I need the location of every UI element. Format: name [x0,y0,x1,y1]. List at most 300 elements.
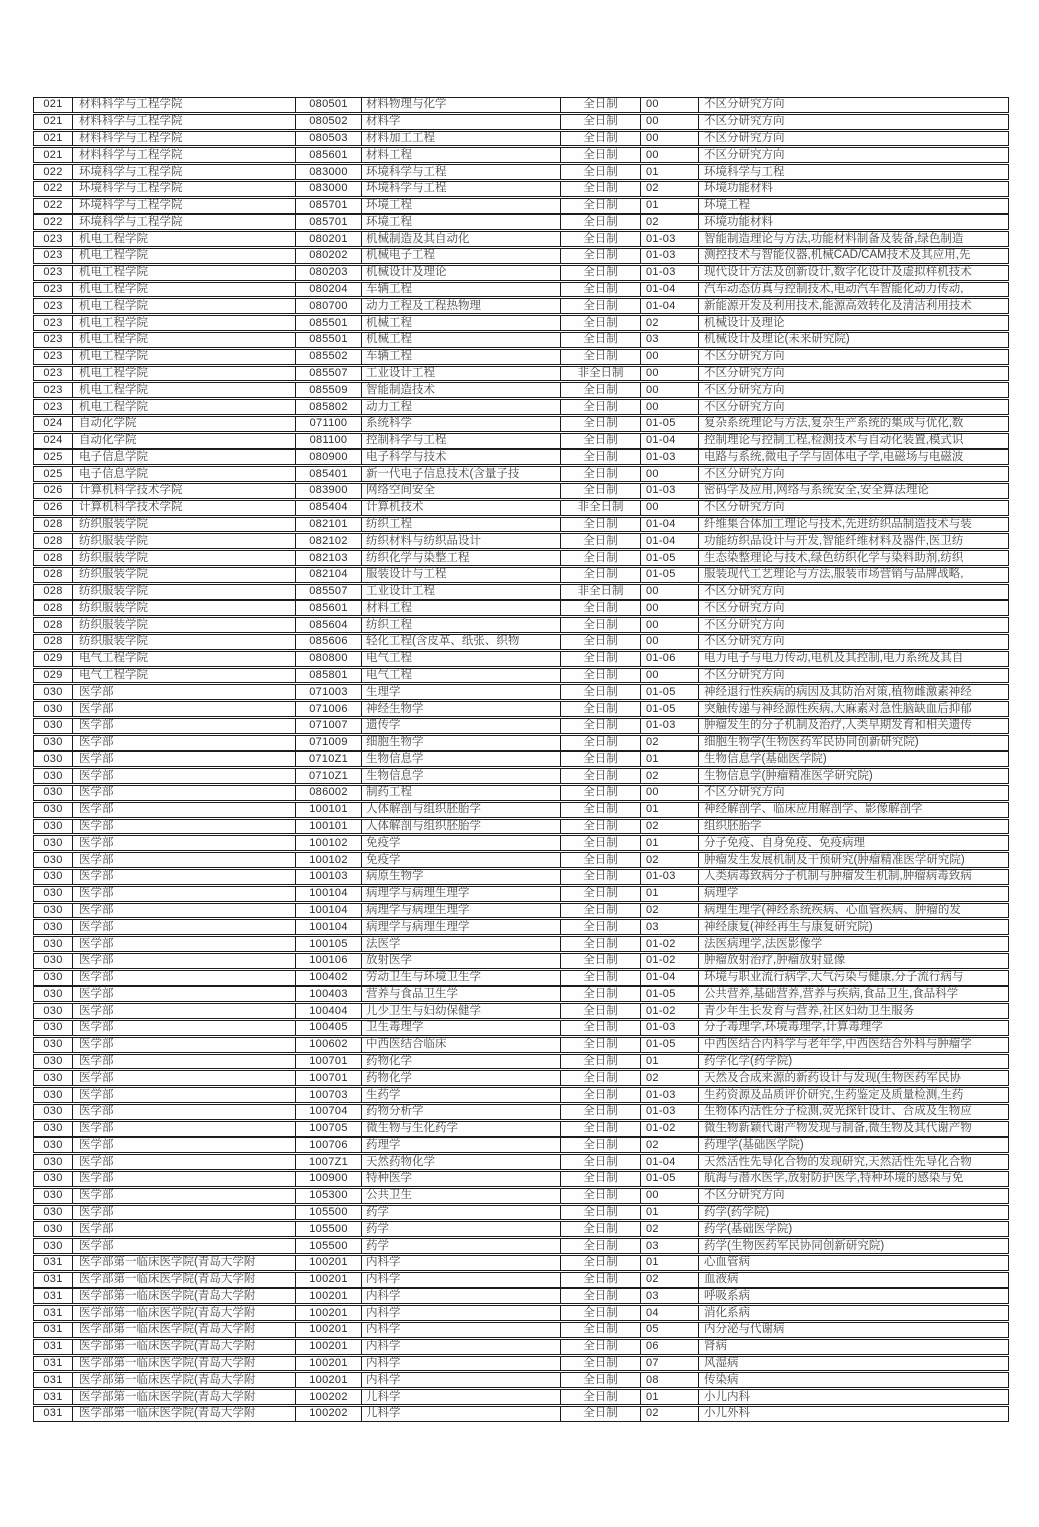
cell-research-direction: 复杂系统理论与方法,复杂生产系统的集成与优化,数 [704,417,964,430]
cell-major-code: 100201 [296,1357,362,1371]
cell-research-direction: 神经康复(神经再生与康复研究院) [704,920,873,933]
cell-research-direction: 环境科学与工程 [704,165,785,178]
cell-direction-code: 00 [641,467,699,481]
cell-research-direction: 血液病 [704,1273,739,1286]
table-row [33,1137,1009,1153]
table-row [33,903,1009,919]
cell-research-direction: 纤维集合体加工理论与技术,先进纺织品制造技术与装 [704,517,972,530]
cell-major-code: 085401 [296,467,362,481]
cell-direction-code: 00 [641,618,699,632]
cell-direction-code: 01 [641,1055,699,1069]
cell-direction-code: 03 [641,1239,699,1253]
cell-major-code: 080800 [296,652,362,666]
cell-major-code: 100104 [296,887,362,901]
cell-major-name: 药理学 [362,1138,561,1152]
table-row [33,600,1009,616]
cell-major-name: 工业设计工程 [362,585,561,599]
cell-college-name: 医学部 [73,870,296,884]
table-row [33,1339,1009,1355]
cell-direction-code: 01 [641,1206,699,1220]
cell-major-name: 纺织工程 [362,518,561,532]
cell-major-name: 网络空间安全 [362,484,561,498]
cell-college-name: 医学部 [73,820,296,834]
cell-study-mode: 全日制 [561,853,641,867]
cell-college-name: 材料科学与工程学院 [73,148,296,162]
cell-major-code: 085502 [296,350,362,364]
cell-major-code: 085507 [296,367,362,381]
cell-college-code: 031 [34,1306,73,1320]
cell-major-code: 080201 [296,232,362,246]
cell-major-code: 071009 [296,736,362,750]
cell-college-code: 030 [34,736,73,750]
cell-direction-code: 00 [641,786,699,800]
cell-study-mode: 全日制 [561,1289,641,1303]
cell-research-direction: 电路与系统,微电子学与固体电子学,电磁场与电磁波 [704,450,964,463]
cell-study-mode: 全日制 [561,534,641,548]
cell-college-name: 医学部第一临床医学院(青岛大学附 [73,1407,296,1421]
cell-major-code: 100101 [296,803,362,817]
cell-direction-code: 00 [641,669,699,683]
cell-major-code: 083900 [296,484,362,498]
cell-research-direction: 公共营养,基础营养,营养与疾病,食品卫生,食品科学 [704,987,959,1000]
cell-college-name: 机电工程学院 [73,316,296,330]
cell-major-name: 机械电子工程 [362,249,561,263]
cell-major-name: 车辆工程 [362,350,561,364]
cell-study-mode: 全日制 [561,450,641,464]
table-row [33,181,1009,197]
table-row [33,852,1009,868]
cell-study-mode: 全日制 [561,383,641,397]
cell-research-direction: 不区分研究方向 [704,400,785,413]
cell-major-name: 内科学 [362,1273,561,1287]
cell-college-code: 022 [34,199,73,213]
table-row [33,265,1009,281]
cell-college-code: 023 [34,350,73,364]
cell-research-direction: 药学(生物医药军民协同创新研究院) [704,1239,885,1252]
cell-major-code: 085701 [296,215,362,229]
cell-college-name: 医学部 [73,752,296,766]
table-row [33,617,1009,633]
cell-study-mode: 全日制 [561,333,641,347]
cell-research-direction: 不区分研究方向 [704,366,785,379]
cell-major-code: 100201 [296,1289,362,1303]
cell-study-mode: 全日制 [561,887,641,901]
cell-direction-code: 01-04 [641,283,699,297]
cell-college-name: 医学部 [73,1088,296,1102]
cell-research-direction: 机械设计及理论(未来研究院) [704,333,850,346]
cell-college-code: 028 [34,635,73,649]
cell-direction-code: 03 [641,1289,699,1303]
cell-direction-code: 01-05 [641,685,699,699]
cell-research-direction: 不区分研究方向 [704,350,785,363]
table-row [33,433,1009,449]
cell-study-mode: 全日制 [561,954,641,968]
cell-college-code: 030 [34,702,73,716]
cell-college-code: 022 [34,215,73,229]
cell-study-mode: 全日制 [561,249,641,263]
cell-major-name: 药物化学 [362,1071,561,1085]
cell-direction-code: 01-02 [641,937,699,951]
cell-college-name: 医学部 [73,1138,296,1152]
cell-college-name: 纺织服装学院 [73,635,296,649]
cell-college-code: 030 [34,904,73,918]
cell-major-code: 100104 [296,904,362,918]
table-row [33,735,1009,751]
cell-major-name: 人体解剖与组织胚胎学 [362,820,561,834]
cell-research-direction: 微生物新颖代谢产物发现与制备,微生物及其代谢产物 [704,1122,972,1135]
cell-direction-code: 01 [641,836,699,850]
cell-college-name: 环境科学与工程学院 [73,182,296,196]
cell-direction-code: 01-02 [641,954,699,968]
cell-direction-code: 00 [641,501,699,515]
cell-major-name: 内科学 [362,1357,561,1371]
cell-research-direction: 不区分研究方向 [704,132,785,144]
cell-major-code: 071100 [296,417,362,431]
cell-research-direction: 不区分研究方向 [704,585,785,598]
cell-college-name: 材料科学与工程学院 [73,132,296,146]
cell-major-name: 内科学 [362,1340,561,1354]
cell-college-code: 030 [34,1239,73,1253]
cell-direction-code: 01-03 [641,450,699,464]
cell-college-name: 医学部第一临床医学院(青岛大学附 [73,1323,296,1337]
table-row [33,869,1009,885]
cell-college-name: 电气工程学院 [73,669,296,683]
cell-major-name: 药学 [362,1239,561,1253]
cell-research-direction: 不区分研究方向 [704,383,785,396]
cell-study-mode: 全日制 [561,1004,641,1018]
cell-college-code: 023 [34,400,73,414]
cell-college-code: 023 [34,249,73,263]
table-row [33,634,1009,650]
cell-major-name: 机械工程 [362,316,561,330]
cell-direction-code: 00 [641,383,699,397]
cell-major-code: 071003 [296,685,362,699]
cell-college-code: 030 [34,685,73,699]
cell-college-name: 医学部 [73,803,296,817]
cell-study-mode: 全日制 [561,484,641,498]
cell-college-code: 030 [34,1071,73,1085]
cell-direction-code: 00 [641,148,699,162]
table-row [33,1372,1009,1388]
cell-research-direction: 电力电子与电力传动,电机及其控制,电力系统及其自 [704,652,964,665]
cell-college-code: 030 [34,1105,73,1119]
cell-college-code: 030 [34,786,73,800]
cell-research-direction: 小儿外科 [704,1407,750,1420]
cell-college-name: 医学部 [73,1071,296,1085]
table-row [33,131,1009,147]
cell-major-code: 100106 [296,954,362,968]
cell-major-code: 080204 [296,283,362,297]
cell-college-name: 医学部 [73,1206,296,1220]
cell-study-mode: 全日制 [561,1105,641,1119]
cell-major-code: 100101 [296,820,362,834]
table-row [33,1305,1009,1321]
cell-college-code: 031 [34,1390,73,1404]
cell-college-code: 028 [34,551,73,565]
cell-major-code: 085701 [296,199,362,213]
cell-study-mode: 全日制 [561,702,641,716]
cell-college-code: 030 [34,1206,73,1220]
cell-college-name: 纺织服装学院 [73,601,296,615]
cell-study-mode: 全日制 [561,283,641,297]
cell-direction-code: 01-03 [641,719,699,733]
cell-study-mode: 全日制 [561,1357,641,1371]
table-row [33,231,1009,247]
cell-direction-code: 01 [641,803,699,817]
cell-research-direction: 不区分研究方向 [704,786,785,799]
cell-major-code: 085604 [296,618,362,632]
cell-research-direction: 不区分研究方向 [704,618,785,631]
cell-direction-code: 01-02 [641,1122,699,1136]
cell-major-code: 085501 [296,333,362,347]
cell-major-code: 100405 [296,1021,362,1035]
table-row [33,953,1009,969]
cell-major-name: 环境工程 [362,215,561,229]
cell-college-name: 纺织服装学院 [73,518,296,532]
cell-study-mode: 全日制 [561,1373,641,1387]
cell-direction-code: 02 [641,316,699,330]
cell-college-name: 医学部 [73,904,296,918]
cell-research-direction: 法医病理学,法医影像学 [704,937,823,950]
cell-major-code: 100102 [296,853,362,867]
cell-college-name: 纺织服装学院 [73,618,296,632]
cell-direction-code: 01 [641,887,699,901]
cell-research-direction: 药理学(基础医学院) [704,1138,804,1151]
cell-study-mode: 全日制 [561,1071,641,1085]
cell-college-code: 031 [34,1340,73,1354]
cell-research-direction: 环境与职业流行病学,大气污染与健康,分子流行病与 [704,971,964,984]
cell-direction-code: 02 [641,904,699,918]
cell-major-code: 082103 [296,551,362,565]
cell-college-code: 030 [34,971,73,985]
cell-major-name: 病理学与病理生理学 [362,887,561,901]
table-row [33,1389,1009,1405]
cell-research-direction: 不区分研究方向 [704,148,785,161]
cell-major-code: 100402 [296,971,362,985]
cell-major-name: 细胞生物学 [362,736,561,750]
cell-direction-code: 01-03 [641,249,699,263]
cell-college-code: 024 [34,434,73,448]
cell-research-direction: 呼吸系病 [704,1289,750,1302]
cell-research-direction: 药学(药学院) [704,1206,770,1218]
cell-direction-code: 00 [641,98,699,112]
table-row [33,500,1009,516]
cell-direction-code: 02 [641,1273,699,1287]
cell-major-code: 100202 [296,1390,362,1404]
cell-research-direction: 控制理论与控制工程,检测技术与自动化装置,模式识 [704,434,964,447]
table-row [33,1121,1009,1137]
cell-major-name: 新一代电子信息技术(含量子技 [362,467,561,481]
cell-study-mode: 全日制 [561,1306,641,1320]
cell-study-mode: 全日制 [561,350,641,364]
cell-college-name: 机电工程学院 [73,367,296,381]
cell-study-mode: 全日制 [561,719,641,733]
cell-study-mode: 全日制 [561,148,641,162]
cell-college-code: 022 [34,182,73,196]
cell-college-code: 030 [34,752,73,766]
cell-college-name: 机电工程学院 [73,266,296,280]
cell-major-code: 1007Z1 [296,1155,362,1169]
cell-study-mode: 全日制 [561,182,641,196]
cell-research-direction: 不区分研究方向 [704,98,785,111]
cell-college-code: 030 [34,853,73,867]
cell-direction-code: 00 [641,132,699,146]
cell-college-code: 022 [34,165,73,179]
cell-college-name: 环境科学与工程学院 [73,199,296,213]
cell-direction-code: 01 [641,1390,699,1404]
cell-major-name: 药学 [362,1206,561,1220]
cell-major-code: 083000 [296,165,362,179]
cell-study-mode: 全日制 [561,601,641,615]
cell-study-mode: 全日制 [561,769,641,783]
cell-college-name: 医学部 [73,920,296,934]
table-row [33,936,1009,952]
cell-college-code: 028 [34,601,73,615]
cell-major-name: 材料加工工程 [362,132,561,146]
cell-study-mode: 全日制 [561,467,641,481]
cell-major-code: 081100 [296,434,362,448]
cell-study-mode: 全日制 [561,1155,641,1169]
cell-study-mode: 全日制 [561,400,641,414]
cell-direction-code: 00 [641,585,699,599]
cell-study-mode: 全日制 [561,1239,641,1253]
cell-major-code: 100201 [296,1306,362,1320]
cell-direction-code: 01-05 [641,1172,699,1186]
cell-major-name: 病原生物学 [362,870,561,884]
cell-study-mode: 全日制 [561,1206,641,1220]
cell-major-code: 082102 [296,534,362,548]
cell-research-direction: 生物信息学(肿瘤精准医学研究院) [704,769,873,782]
cell-research-direction: 传染病 [704,1373,739,1386]
cell-college-name: 医学部 [73,769,296,783]
cell-major-code: 100201 [296,1340,362,1354]
cell-major-code: 083000 [296,182,362,196]
cell-major-name: 机械设计及理论 [362,266,561,280]
cell-research-direction: 功能纺织品设计与开发,智能纤维材料及器件,医卫纺 [704,534,964,547]
cell-major-name: 环境科学与工程 [362,165,561,179]
cell-college-name: 医学部第一临床医学院(青岛大学附 [73,1390,296,1404]
cell-major-name: 放射医学 [362,954,561,968]
cell-college-code: 030 [34,1172,73,1186]
cell-study-mode: 全日制 [561,1122,641,1136]
table-row [33,1188,1009,1204]
cell-study-mode: 全日制 [561,1172,641,1186]
cell-research-direction: 消化系病 [704,1306,750,1319]
cell-college-code: 029 [34,669,73,683]
cell-study-mode: 全日制 [561,736,641,750]
cell-study-mode: 全日制 [561,568,641,582]
cell-major-name: 动力工程及工程热物理 [362,299,561,313]
cell-research-direction: 汽车动态仿真与控制技术,电动汽车智能化动力传动, [704,283,964,296]
table-row [33,768,1009,784]
cell-research-direction: 环境功能材料 [704,182,773,195]
cell-college-code: 021 [34,148,73,162]
cell-major-name: 药学 [362,1222,561,1236]
cell-major-name: 内科学 [362,1289,561,1303]
cell-major-code: 085404 [296,501,362,515]
cell-college-name: 电子信息学院 [73,467,296,481]
cell-research-direction: 肿瘤发生的分子机制及治疗,人类早期发育和相关遗传 [704,719,972,732]
cell-college-code: 023 [34,299,73,313]
cell-direction-code: 01-04 [641,518,699,532]
cell-college-code: 021 [34,115,73,129]
cell-direction-code: 00 [641,1189,699,1203]
cell-research-direction: 新能源开发及利用技术,能源高效转化及清洁利用技术 [704,299,972,312]
cell-major-code: 105500 [296,1206,362,1220]
cell-direction-code: 01-03 [641,1021,699,1035]
cell-study-mode: 全日制 [561,652,641,666]
table-row [33,466,1009,482]
cell-research-direction: 肾病 [704,1340,727,1353]
cell-major-code: 0710Z1 [296,769,362,783]
cell-college-code: 030 [34,1021,73,1035]
table-row [33,668,1009,684]
cell-direction-code: 01-04 [641,1155,699,1169]
cell-major-code: 100705 [296,1122,362,1136]
cell-college-name: 机电工程学院 [73,383,296,397]
table-row [33,1104,1009,1120]
cell-major-name: 制药工程 [362,786,561,800]
cell-college-name: 医学部 [73,1155,296,1169]
table-row [33,1154,1009,1170]
cell-college-code: 028 [34,585,73,599]
table-row [33,1070,1009,1086]
cell-college-code: 021 [34,132,73,146]
cell-major-name: 电气工程 [362,669,561,683]
cell-college-name: 机电工程学院 [73,333,296,347]
cell-major-name: 生物信息学 [362,769,561,783]
table-row [33,1037,1009,1053]
cell-college-code: 023 [34,266,73,280]
cell-major-code: 100403 [296,987,362,1001]
cell-direction-code: 01-03 [641,870,699,884]
cell-research-direction: 环境功能材料 [704,215,773,228]
cell-study-mode: 全日制 [561,1256,641,1270]
cell-major-name: 内科学 [362,1256,561,1270]
cell-college-code: 030 [34,1122,73,1136]
cell-major-name: 公共卫生 [362,1189,561,1203]
cell-major-name: 材料学 [362,115,561,129]
cell-major-code: 105300 [296,1189,362,1203]
cell-major-code: 100706 [296,1138,362,1152]
table-row [33,449,1009,465]
cell-major-name: 内科学 [362,1323,561,1337]
cell-college-name: 医学部第一临床医学院(青岛大学附 [73,1306,296,1320]
cell-college-code: 031 [34,1373,73,1387]
cell-college-code: 030 [34,1138,73,1152]
cell-major-code: 080501 [296,98,362,112]
cell-college-name: 纺织服装学院 [73,585,296,599]
cell-study-mode: 全日制 [561,1055,641,1069]
cell-major-name: 劳动卫生与环境卫生学 [362,971,561,985]
cell-college-code: 030 [34,920,73,934]
cell-major-name: 环境科学与工程 [362,182,561,196]
cell-study-mode: 全日制 [561,1038,641,1052]
cell-college-name: 机电工程学院 [73,299,296,313]
cell-study-mode: 全日制 [561,971,641,985]
cell-college-name: 材料科学与工程学院 [73,115,296,129]
cell-major-code: 100900 [296,1172,362,1186]
cell-major-name: 纺织工程 [362,618,561,632]
cell-direction-code: 01-05 [641,702,699,716]
table-row [33,114,1009,130]
cell-college-code: 030 [34,987,73,1001]
cell-major-code: 071007 [296,719,362,733]
table-row [33,970,1009,986]
cell-college-code: 031 [34,1407,73,1421]
cell-major-name: 计算机技术 [362,501,561,515]
cell-research-direction: 生物信息学(基础医学院) [704,752,827,765]
